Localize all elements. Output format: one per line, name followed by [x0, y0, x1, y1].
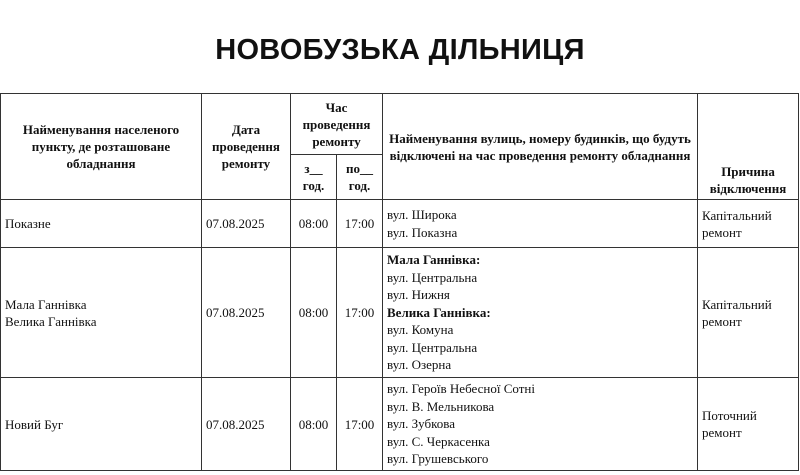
header-to: по__ год. — [337, 155, 383, 200]
cell-line: Велика Ганнівка: — [387, 304, 491, 320]
settlement-cell — [1, 200, 202, 248]
cell-line: Капітальний — [702, 296, 772, 312]
cell-line: вул. Грушевського — [387, 451, 489, 467]
header-date: Дата проведення ремонту — [202, 94, 291, 200]
cell-line: Показне — [5, 216, 51, 231]
cell-line: вул. Героїв Небесної Сотні — [387, 381, 535, 397]
cell-line: вул. Комуна — [387, 322, 454, 338]
table-row — [1, 378, 799, 471]
time-from-cell: 08:00 — [291, 200, 337, 248]
header-reason-top — [698, 94, 799, 155]
cell-line: Капітальний — [702, 207, 772, 223]
table-row — [1, 200, 799, 248]
cell-line: ремонт — [702, 425, 742, 440]
date-cell: 07.08.2025 — [202, 378, 291, 471]
settlement-cell — [1, 378, 202, 471]
cell-line: Велика Ганнівка — [5, 313, 97, 329]
cell-line: вул. Озерна — [387, 357, 452, 373]
cell-line: вул. Центральна — [387, 269, 478, 285]
header-streets: Найменування вулиць, номеру будинків, що будуть відключені на час проведення ремонту обладнання — [383, 94, 698, 200]
time-to-cell: 17:00 — [337, 248, 383, 378]
time-to-cell: 17:00 — [337, 378, 383, 471]
header-settlement: Найменування населеного пункту, де розташоване обладнання — [1, 94, 202, 200]
cell-line: ремонт — [702, 313, 742, 329]
streets-cell — [383, 248, 698, 378]
streets-cell — [383, 378, 698, 471]
cell-line: Мала Ганнівка — [5, 296, 87, 312]
cell-line: Мала Ганнівка: — [387, 252, 481, 268]
cell-line: Поточний — [702, 408, 757, 423]
table-row — [1, 248, 799, 378]
date-cell: 07.08.2025 — [202, 200, 291, 248]
reason-cell — [698, 378, 799, 471]
date-cell: 07.08.2025 — [202, 248, 291, 378]
cell-line: вул. Широка — [387, 207, 457, 222]
reason-cell — [698, 248, 799, 378]
cell-line: Новий Буг — [5, 416, 64, 432]
cell-line: ремонт — [702, 224, 742, 240]
cell-line: вул. В. Мельникова — [387, 398, 495, 414]
cell-line: вул. Центральна — [387, 339, 478, 355]
reason-cell — [698, 200, 799, 248]
time-from-cell: 08:00 — [291, 248, 337, 378]
header-reason: Причина відключення — [698, 155, 799, 200]
header-time: Час проведення ремонту — [291, 94, 383, 155]
repair-schedule-table — [0, 93, 799, 471]
cell-line: вул. С. Черкасенка — [387, 433, 490, 449]
time-to-cell: 17:00 — [337, 200, 383, 248]
time-from-cell: 08:00 — [291, 378, 337, 471]
streets-cell — [383, 200, 698, 248]
header-from: з__ год. — [291, 155, 337, 200]
page-title: НОВОБУЗЬКА ДІЛЬНИЦЯ — [215, 34, 585, 66]
cell-line: вул. Зубкова — [387, 416, 455, 432]
cell-line: вул. Нижня — [387, 287, 450, 303]
settlement-cell — [1, 248, 202, 378]
cell-line: вул. Показна — [387, 224, 458, 240]
